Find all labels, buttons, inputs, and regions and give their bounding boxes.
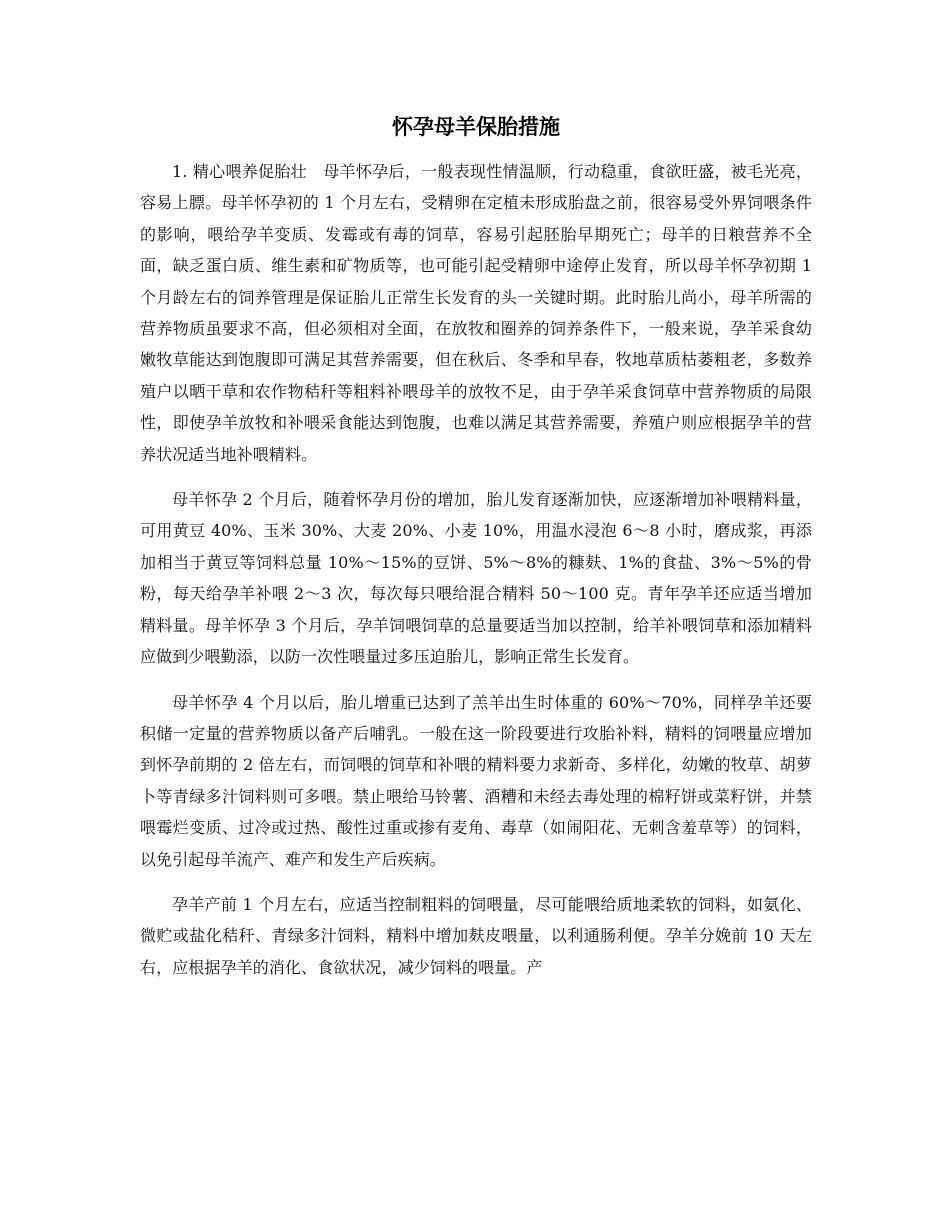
document-body <box>140 156 812 983</box>
document-title: 怀孕母羊保胎措施 <box>392 115 560 139</box>
paragraph-3: 母羊怀孕 4 个月以后，胎儿增重已达到了羔羊出生时体重的 60%～70%，同样孕羊还要积储一定量的营养物质以备产后哺乳。一般在这一阶段要进行攻胎补料，精料的饲喂量应增加到怀孕前期的 2 倍左右，而饲喂的饲草和补喂的精料要力求新奇、多样化，幼嫩的牧草、胡萝卜等青绿多汁饲料则可多喂。禁止喂给马铃薯、酒糟和未经去毒处理的棉籽饼或菜籽饼，并禁喂霉烂变质、过冷或过热、酸性过重或掺有麦角、毒草（如闹阳花、无刺含羞草等）的饲料，以免引起母羊流产、难产和发生产后疾病。 <box>140 692 812 869</box>
paragraph-4: 孕羊产前 1 个月左右，应适当控制粗料的饲喂量，尽可能喂给质地柔软的饲料，如氨化、微贮或盐化秸秆、青绿多汁饲料，精料中增加麸皮喂量，以利通肠利便。孕羊分娩前 10 天左右，应根据孕羊的消化、食欲状况，减少饲料的喂量。产 <box>140 894 812 977</box>
document-page <box>140 0 812 1230</box>
paragraph-1: 1. 精心喂养促胎壮 母羊怀孕后，一般表现性情温顺，行动稳重，食欲旺盛，被毛光亮，容易上膘。母羊怀孕初的 1 个月左右，受精卵在定植未形成胎盘之前，很容易受外界饲喂条件的影响，喂给孕羊变质、发霉或有毒的饲草，容易引起胚胎早期死亡；母羊的日粮营养不全面，缺乏蛋白质、维生素和矿物质等，也可能引起受精卵中途停止发育，所以母羊怀孕初期 1 个月龄左右的饲养管理是保证胎儿正常生长发育的头一关键时期。此时胎儿尚小，母羊所需的营养物质虽要求不高，但必须相对全面，在放牧和圈养的饲养条件下，一般来说，孕羊采食幼嫩牧草能达到饱腹即可满足其营养需要，但在秋后、冬季和早春，牧地草质枯萎粗老，多数养殖户以晒干草和农作物秸秆等粗料补喂母羊的放牧不足，由于孕羊采食饲草中营养物质的局限性，即使孕羊放牧和补喂采食能达到饱腹，也难以满足其营养需要，养殖户则应根据孕羊的营养状况适当地补喂精料。 <box>140 162 812 464</box>
paragraph-2: 母羊怀孕 2 个月后，随着怀孕月份的增加，胎儿发育逐渐加快，应逐渐增加补喂精料量，可用黄豆 40%、玉米 30%、大麦 20%、小麦 10%，用温水浸泡 6～8 小时，磨成浆，再添加相当于黄豆等饲料总量 10%～15%的豆饼、5%～8%的糠麸、1%的食盐、3%～5%的骨粉，每天给孕羊补喂 2～3 次，每次每只喂给混合精料 50～100 克。青年孕羊还应适当增加精料量。母羊怀孕 3 个月后，孕羊饲喂饲草的总量要适当加以控制，给羊补喂饲草和添加精料应做到少喂勤添，以防一次性喂量过多压迫胎儿，影响正常生长发育。 <box>140 490 812 667</box>
